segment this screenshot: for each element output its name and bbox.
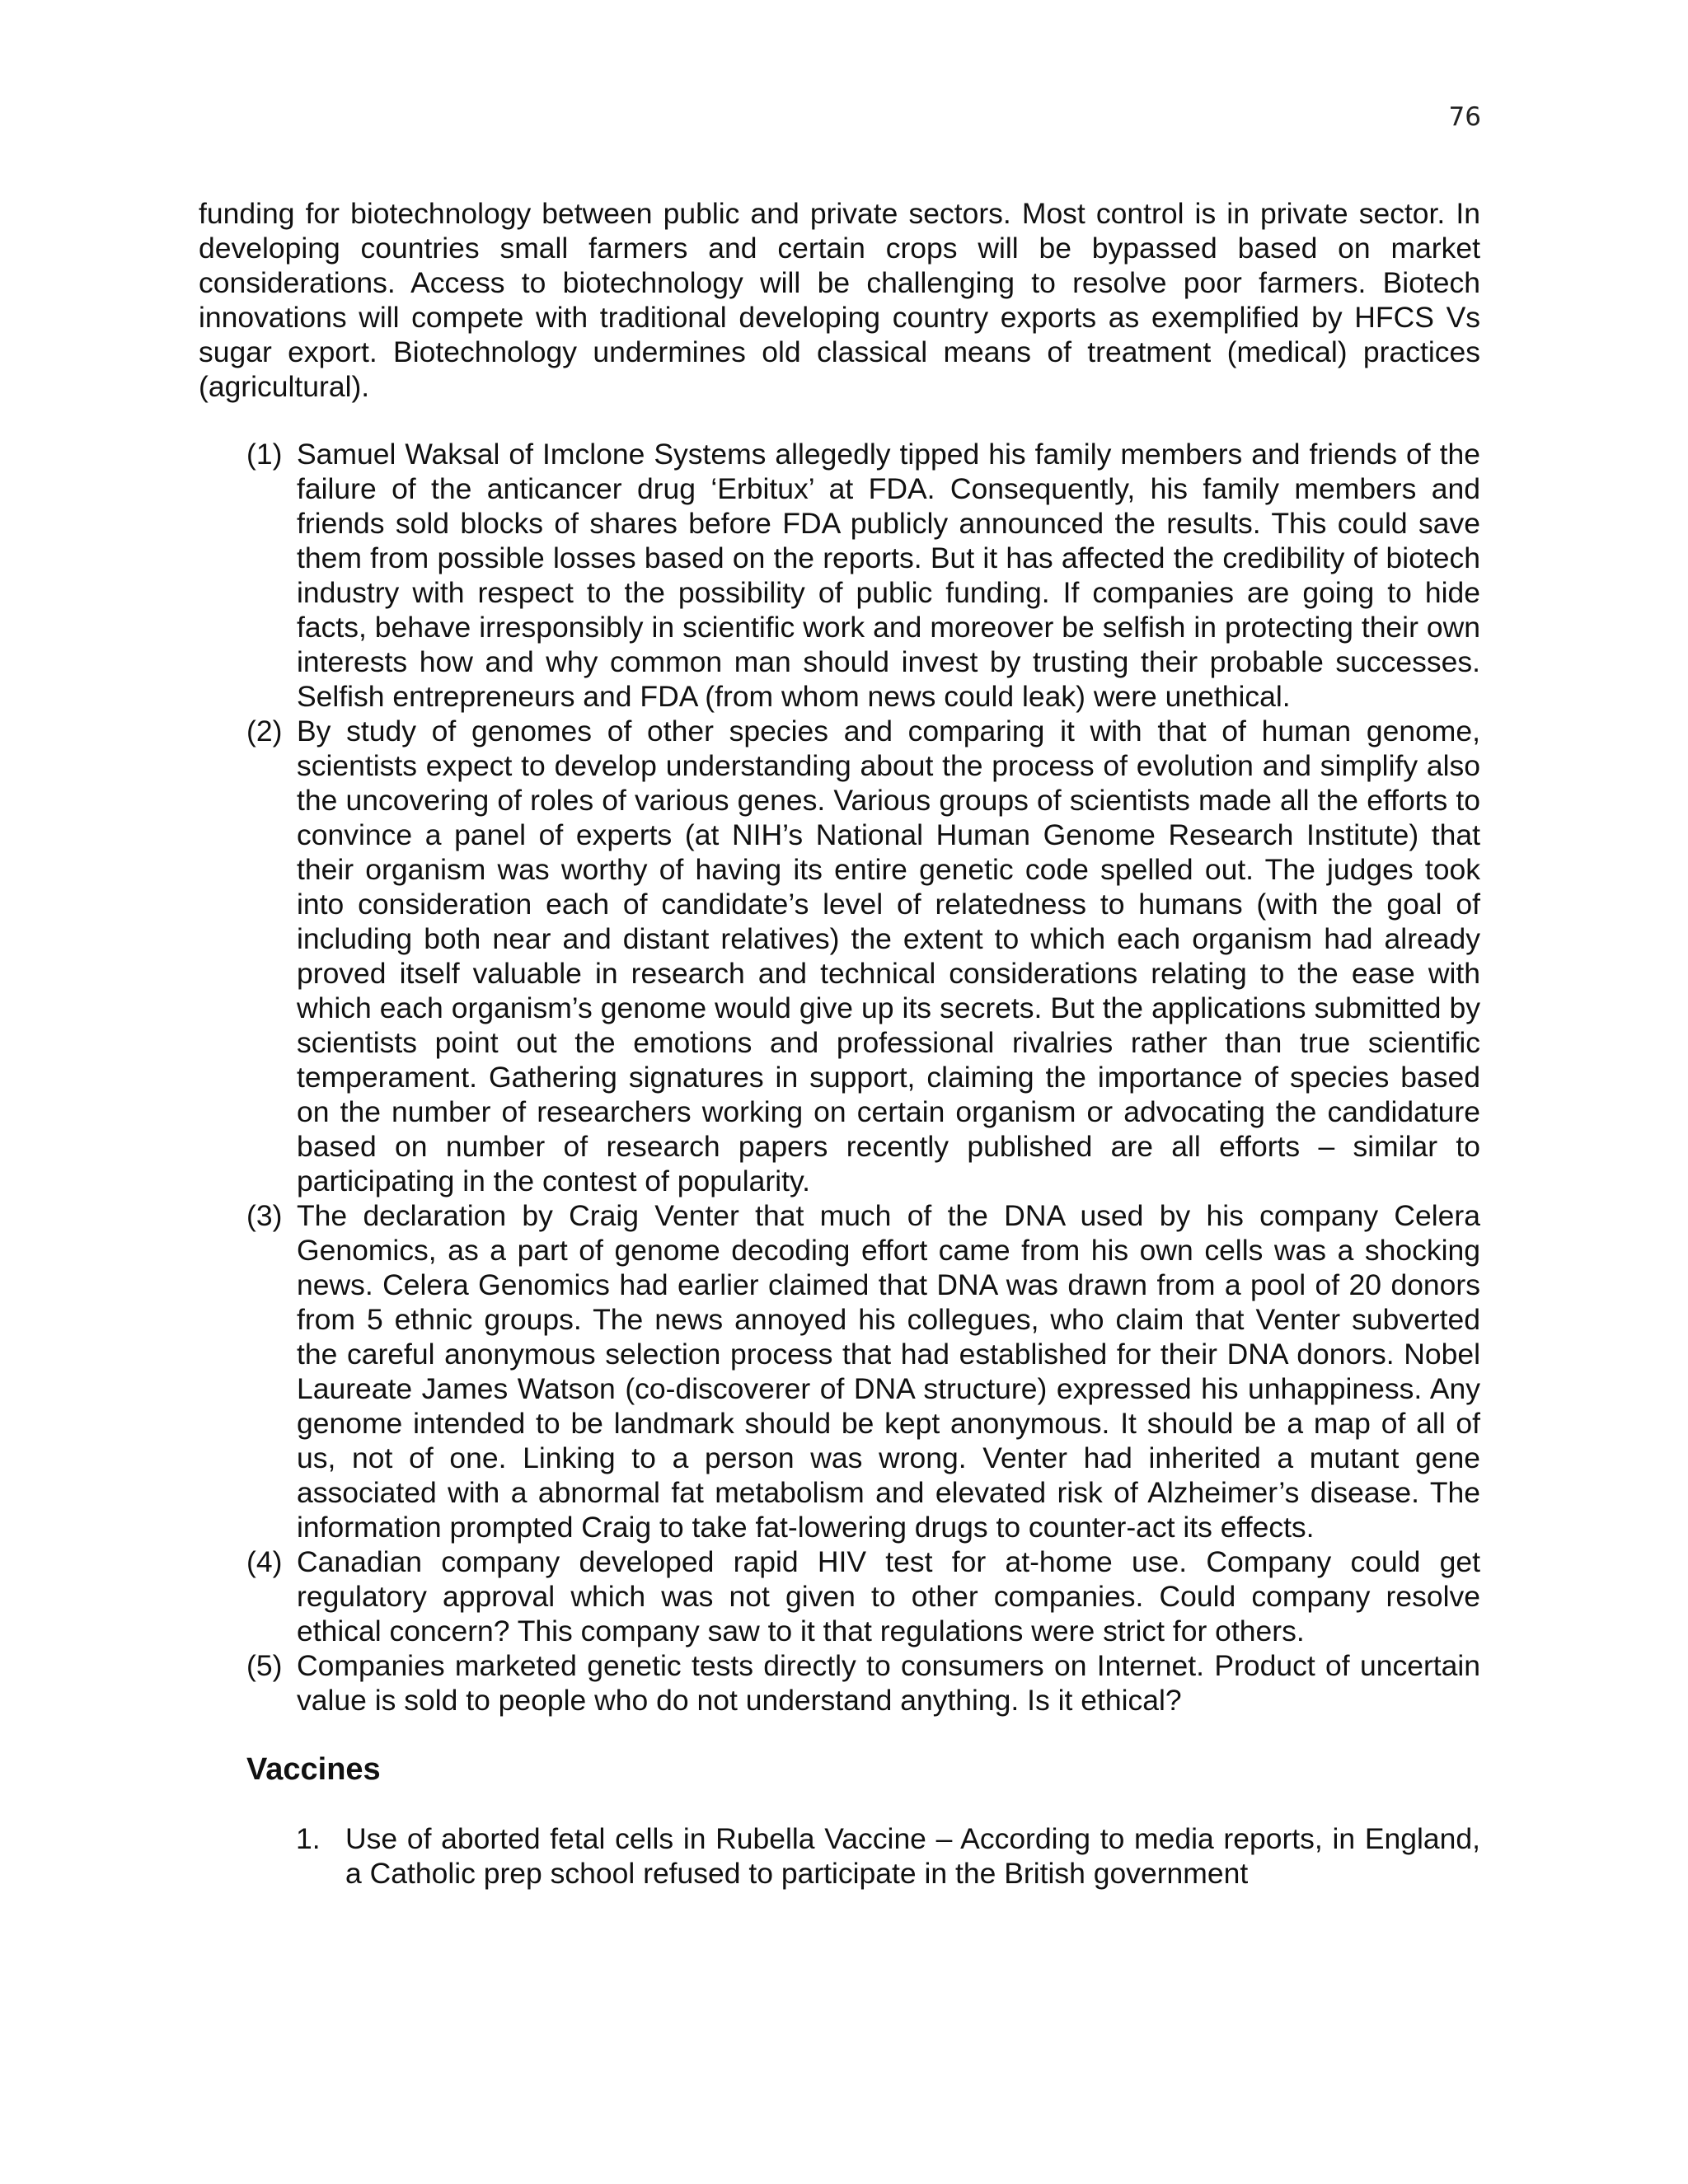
vaccine-text: Use of aborted fetal cells in Rubella Vaccine – According to media reports, in England, a Catholic prep school refused to participate in the British government (345, 1822, 1480, 1890)
case-text: The declaration by Craig Venter that much of the DNA used by his company Celera Genomics, as a part of genome decoding effort came from his own cells was a shocking news. Celera Genomics had earlier claimed that DNA was drawn from a pool of 20 donors from 5 ethnic groups. The news annoyed his collegues, who claim that Venter subverted the careful anonymous selection process that had established for their DNA donors. Nobel Laureate James Watson (co-discoverer of DNA structure) expressed his unhappiness. Any genome intended to be landmark should be kept anonymous. It should be a map of all of us, not of one. Linking to a person was wrong. Venter had inherited a mutant gene associated with a abnormal fat metabolism and elevated risk of Alzheimer’s disease. The information prompted Craig to take fat-lowering drugs to counter-act its effects. (297, 1199, 1480, 1544)
vaccine-list (199, 1821, 1480, 1891)
case-text: Canadian company developed rapid HIV test for at-home use. Company could get regulatory approval which was not given to other companies. Could company resolve ethical concern? This company saw to it that regulations were strict for others. (297, 1545, 1480, 1647)
case-item-3 (199, 1198, 1480, 1544)
vaccines-heading: Vaccines (246, 1752, 381, 1787)
case-number: (5) (246, 1649, 283, 1682)
vaccine-item-1 (199, 1821, 1480, 1891)
case-number: (4) (246, 1545, 283, 1578)
case-number: (1) (246, 438, 283, 471)
case-number: (2) (246, 715, 283, 748)
case-number: (3) (246, 1199, 283, 1232)
page-number: 76 (1448, 102, 1481, 132)
case-text: By study of genomes of other species and comparing it with that of human genome, scientists expect to develop understanding about the process of evolution and simplify also the uncovering of roles of various genes. Various groups of scientists made all the efforts to convince a panel of experts (at NIH’s National Human Genome Research Institute) that their organism was worthy of having its entire genetic code spelled out. The judges took into consideration each of candidate’s level of relatedness to humans (with the goal of including both near and distant relatives) the extent to which each organism had already proved itself valuable in research and technical considerations relating to the ease with which each organism’s genome would give up its secrets. But the applications submitted by scientists point out the emotions and professional rivalries rather than true scientific temperament. Gathering signatures in support, claiming the importance of species based on the number of researchers working on certain organism or advocating the candidature based on number of research papers recently published are all efforts – similar to participating in the contest of popularity. (297, 715, 1480, 1197)
case-text: Companies marketed genetic tests directly to consumers on Internet. Product of uncertain value is sold to people who do not understand anything. Is it ethical? (297, 1649, 1480, 1717)
page-content (199, 196, 1480, 1891)
case-item-5 (199, 1648, 1480, 1718)
case-text: Samuel Waksal of Imclone Systems allegedly tipped his family members and friends of the failure of the anticancer drug ‘Erbitux’ at FDA. Consequently, his family members and friends sold blocks of shares before FDA publicly announced the results. This could save them from possible losses based on the reports. But it has affected the credibility of biotech industry with respect to the possibility of public funding. If companies are going to hide facts, behave irresponsibly in scientific work and moreover be selfish in protecting their own interests how and why common man should invest by trusting their probable successes. Selfish entrepreneurs and FDA (from whom news could leak) were unethical. (297, 438, 1480, 713)
case-item-2 (199, 714, 1480, 1198)
case-item-4 (199, 1544, 1480, 1648)
intro-paragraph: funding for biotechnology between public and private sectors. Most control is in private sector. In developing countries small farmers and certain crops will be bypassed based on market considerations. Access to biotechnology will be challenging to resolve poor farmers. Biotech innovations will compete with traditional developing country exports as exemplified by HFCS Vs sugar export. Biotechnology undermines old classical means of treatment (medical) practices (agricultural). (199, 197, 1480, 403)
case-item-1 (199, 437, 1480, 714)
ethics-case-list (199, 437, 1480, 1718)
vaccine-number: 1. (296, 1822, 321, 1855)
